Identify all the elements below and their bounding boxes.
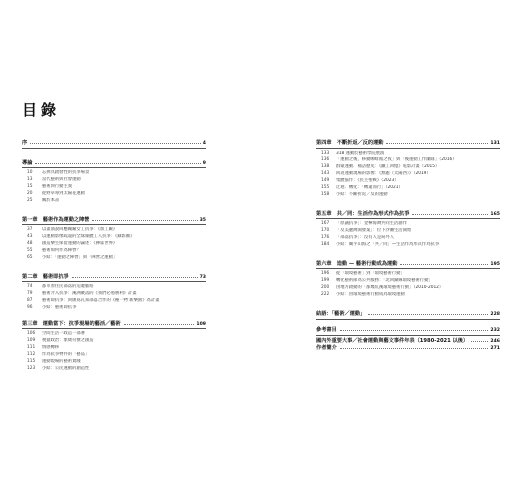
section-entry[interactable] [22,338,206,345]
entry-page: 246 [490,338,500,344]
section-entry[interactable] [316,151,500,158]
chapter-page: 131 [490,141,500,146]
section-page: 96 [27,304,33,310]
section-title: 小結：公民運動的創造性 [42,365,90,371]
section-entry[interactable] [22,298,206,305]
chapter-page: 73 [199,274,206,280]
section-page: 184 [321,242,330,248]
toc-chapter [316,211,500,249]
dot-leader [340,348,489,349]
section-page: 199 [321,278,330,284]
section-title: 空間生活一政造一部署 [42,331,85,337]
section-entry[interactable] [22,359,206,366]
dot-leader [340,330,489,331]
chapter-title: 第五章 共／同：生活作為形式作為抗爭 [316,210,410,217]
section-page: 109 [27,338,36,344]
section-entry[interactable] [316,178,500,185]
section-page: 155 [321,185,330,191]
toc-chapter [316,311,500,320]
section-page: 13 [27,176,33,182]
chapter-title: 第六章 造動 — 藝術行動成為運動 [316,260,398,267]
toc-chapter [316,140,500,199]
section-entry[interactable] [316,228,500,235]
chapter-title: 序 [22,140,28,146]
section-entry[interactable] [22,305,206,312]
toc-left-column [22,140,206,373]
toc-chapter [22,217,206,262]
section-page: 115 [27,358,36,364]
section-entry[interactable] [316,221,500,228]
section-entry[interactable] [22,170,206,177]
toc-chapter [22,140,206,149]
dot-leader [386,143,488,144]
divider [22,167,206,168]
chapter-page: 165 [490,211,500,217]
section-entry[interactable] [22,227,206,234]
section-title: 藝術即抗爭：與匯爲瓦知部落合作的《種一物 新樂園》為計畫 [42,297,160,303]
section-page: 43 [27,233,33,239]
section-page: 25 [27,197,33,203]
section-entry[interactable] [22,184,206,191]
chapter-title: 結語：「藝術／運動」 [316,311,366,318]
toc-chapter [22,274,206,312]
dot-leader [30,143,201,144]
section-entry[interactable] [22,331,206,338]
section-title: 以畫演說回應關廠女工抗爭：《加工廠》 [42,227,118,233]
section-entry[interactable] [316,192,500,199]
section-entry[interactable] [316,292,500,299]
section-page: 37 [27,227,33,233]
section-title: 以運動影像疏遠的全球媒體工人抗爭：《錄影圖》 [42,233,135,239]
section-page: 106 [27,331,36,337]
divider [316,218,500,219]
dot-leader [412,214,488,215]
section-title: 318 運動於藝術學院展演 [336,150,385,156]
chapter-page: 9 [202,160,206,166]
section-page: 10 [27,170,33,175]
chapter-page: 195 [490,261,500,267]
section-title: 運動現場的藝術實踐 [42,358,81,364]
section-entry[interactable] [22,255,206,262]
chapter-heading[interactable] [22,274,206,281]
section-page: 167 [321,221,330,227]
section-page: 158 [321,191,330,197]
chapter-heading[interactable] [22,140,206,147]
entry-page: 271 [490,346,500,352]
divider [22,328,206,329]
section-title: 由地方啟動的「都幾坑溪環境藝術行動」（2010-2012） [336,285,444,291]
dot-leader [471,341,488,342]
section-entry[interactable] [22,345,206,352]
section-title: 小結：由環境藝術行動成為環境運動 [336,292,405,298]
section-page: 133 [321,150,330,156]
section-entry[interactable] [22,352,206,359]
chapter-title: 第二章 藝術即抗爭 [22,273,69,280]
section-page: 65 [27,254,33,260]
section-title: 迂迴．轉化：「轉遠而行」（2021） [336,185,403,191]
section-entry[interactable] [22,284,206,291]
chapter-page: 109 [196,321,206,327]
toc-backmatter [316,327,500,353]
chapter-title: 第四章 不斷折返／反的運動 [316,140,384,146]
section-title: 創造樂生保留運動的論述：《揮霍世界》 [42,240,118,246]
section-title: 「反美麗灣開發案」：位下沙灘生活開始 [336,228,412,234]
section-title: 小結：藝術即抗爭 [42,304,77,310]
chapter-title: 導論 [22,159,33,166]
chapter-page: 4 [202,141,206,146]
section-title: 關於本書 [42,197,60,203]
section-page: 222 [321,292,330,298]
section-title: 情感轉移 [42,345,60,350]
chapter-heading[interactable] [316,261,500,268]
toc-right-column [316,140,500,353]
section-page: 87 [27,297,33,303]
divider [316,335,500,336]
section-title: 從野草莓到太陽花運動 [42,190,85,196]
section-entry[interactable] [22,248,206,255]
section-entry[interactable] [316,271,500,278]
section-entry[interactable] [22,366,206,373]
entry-title: 國內外重要大事／社會運動與藝文事件年表（1980-2021 以後） [316,337,469,344]
entry-title: 參考書目 [316,327,337,333]
section-page: 138 [321,164,330,170]
section-title: 當代藝術與社會運動 [42,176,81,182]
section-page: 74 [27,284,33,290]
section-entry[interactable] [22,177,206,184]
section-title: 小結：「運動之陣營」與「陣營之運動」 [42,254,118,260]
divider [316,148,500,149]
section-page: 112 [27,351,36,357]
section-page: 170 [321,228,330,234]
chapter-heading[interactable] [316,140,500,147]
dot-leader [35,163,200,164]
section-entry[interactable] [316,164,500,171]
section-title: 從「環境藝術」到「環境藝術行動」 [336,271,405,277]
divider [22,148,206,149]
section-title: 群蒙運動．補訪歷史：《鐵工回憶》電影計畫（2015） [336,164,440,170]
author-bio-entry[interactable] [316,345,500,352]
section-entry[interactable] [316,157,500,164]
section-entry[interactable] [22,241,206,248]
section-title: 作為抗爭物件的「藝品」 [42,351,90,357]
section-page: 48 [27,240,33,246]
section-title: 藝術如何作為陣營？ [42,247,81,253]
section-page: 143 [321,171,330,177]
section-entry[interactable] [22,234,206,241]
section-entry[interactable] [316,235,500,242]
section-title: 小結：關乎山海之「共／同」—生活作為形式作為抗爭 [336,242,440,248]
section-title: 集體協作：《民主聖戰》（2023） [336,178,399,184]
chapter-title: 第三章 運動當下：抗爭現場的藝活／藝術 [22,320,121,327]
chapter-heading[interactable] [316,211,500,218]
section-entry[interactable] [316,171,500,178]
section-title: 「原議抗爭」：金樺海灣共同生活創作 [336,221,407,227]
dot-leader [124,324,195,325]
entry-page: 232 [490,328,500,333]
section-title: 都市原住民部落的迫遷脈絡 [42,284,94,290]
divider [316,319,500,320]
dot-leader [72,277,198,278]
section-page: 15 [27,183,33,189]
section-entry[interactable] [316,242,500,249]
section-entry[interactable] [316,278,500,285]
section-title: 轉化藝術節為公共服務：「北回歸線環境藝術行動」 [336,278,433,284]
section-page: 79 [27,290,33,296]
section-entry[interactable] [316,285,500,292]
dot-leader [368,314,488,315]
chapter-title: 第一章 藝術作為運動之陣營 [22,216,90,223]
section-title: 視覺政治：象徵符號之創造 [42,338,94,344]
section-page: 55 [27,247,33,253]
section-entry[interactable] [22,191,206,198]
section-page: 176 [321,235,330,241]
chapter-heading[interactable] [22,321,206,328]
dot-leader [92,220,197,221]
section-title: 藝術與行動主義 [42,183,73,189]
chapter-heading[interactable] [22,217,206,224]
section-entry[interactable] [22,198,206,205]
section-page: 136 [321,157,330,163]
toc-chapter [22,321,206,373]
chapter-page: 228 [490,312,500,318]
section-page: 196 [321,271,330,277]
toc-chapter [316,261,500,299]
section-title: 藝術介入抗爭：溪洲聚落的《我們必將勝利》計畫 [42,290,137,296]
section-entry[interactable] [22,291,206,298]
section-page: 149 [321,178,330,184]
section-title: 「運動之後，移動咖啡館之夜」與「後運動工作團隊」（2016） [336,157,457,163]
section-page: 123 [27,365,36,371]
divider [22,224,206,225]
section-page: 200 [321,285,330,291]
section-title: 小結：不斷折返／反的運動 [336,191,388,197]
divider [316,268,500,269]
toc-chapter [22,160,206,205]
chapter-heading[interactable] [22,160,206,167]
section-page: 20 [27,190,33,196]
section-title: 「部落抗爭」：沒有人是局外人 [336,235,395,241]
section-title: 忘掉具啟發性的抗爭場景 [42,170,90,175]
references-entry[interactable] [316,327,500,334]
section-entry[interactable] [316,185,500,192]
divider [22,281,206,282]
section-title: 回返運動現場的影像：《無題（太陽西）》（2019） [336,171,431,177]
chronology-entry[interactable] [316,338,500,345]
chapter-page: 35 [199,217,206,223]
page-title: 目錄 [22,101,61,119]
section-page: 111 [27,345,36,350]
conclusion-entry[interactable] [316,311,500,318]
entry-title: 作者簡介 [316,345,337,352]
dot-leader [400,264,488,265]
